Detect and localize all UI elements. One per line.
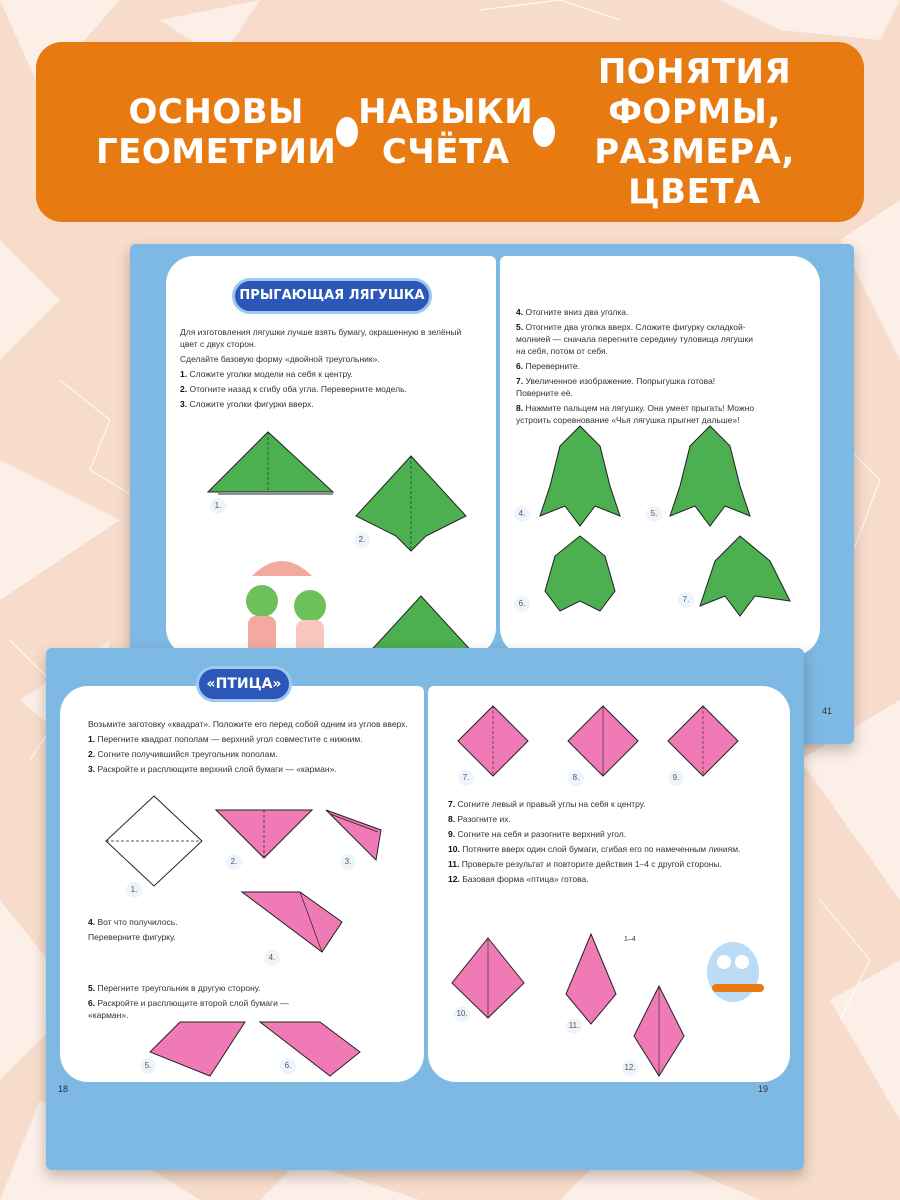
bird-figure-8 <box>568 706 638 776</box>
frog-fig-label-1: 1. <box>210 498 226 514</box>
bird-fig-label-4: 4. <box>264 950 280 966</box>
bird-figure-2 <box>216 810 312 860</box>
bird-fig-label-3: 3. <box>340 854 356 870</box>
bird-figure-5 <box>150 1022 245 1076</box>
frog-step-4: 4. Отогните вниз два уголка. <box>516 307 629 317</box>
bird-intro: Возьмите заготовку «квадрат». Положите его перед собой одним из углов вверх. <box>88 719 408 729</box>
banner-item-shape-size-color: ПОНЯТИЯ ФОРМЫ, РАЗМЕРА, ЦВЕТА <box>594 52 795 212</box>
bird-fig-note: 1–4 <box>624 936 636 943</box>
bird-fig-label-8: 8. <box>568 770 584 786</box>
bird-step-9: 9. Согните на себя и разогните верхний угол. <box>448 829 627 839</box>
frog-step-1: 1. Сложите уголки модели на себя к центру. <box>180 369 353 379</box>
frog-step-7: 7. Увеличенное изображение. Попрыгушка готова! Поверните её. <box>516 376 716 398</box>
banner-item-counting: НАВЫКИ СЧЁТА <box>358 92 534 172</box>
bird-figure-12 <box>634 986 684 1076</box>
bird-fig-label-12: 12. <box>622 1060 638 1076</box>
book-spread-bird <box>46 648 804 1170</box>
bird-left-page-number: 18 <box>58 1084 69 1094</box>
bird-fig-label-7: 7. <box>458 770 474 786</box>
frog-left-page <box>166 256 496 656</box>
bird-fig-label-10: 10. <box>454 1006 470 1022</box>
bird-figure-3 <box>326 810 386 860</box>
frog-figure-4 <box>540 426 620 526</box>
bird-fig-label-6: 6. <box>280 1058 296 1074</box>
frog-page-number: 41 <box>822 706 833 716</box>
frog-step-6: 6. Переверните. <box>516 361 580 371</box>
frog-intro: Для изготовления лягушки лучше взять бумагу, окрашенную в зелёный цвет с двух сторон. <box>180 327 462 349</box>
bird-left-page <box>60 676 424 1082</box>
frog-figure-6 <box>540 536 620 616</box>
frog-figure-3-partial <box>366 596 476 656</box>
bird-fig-label-9: 9. <box>668 770 684 786</box>
bird-step-7: 7. Согните левый и правый углы на себя к центру. <box>448 799 646 809</box>
frog-step-3: 3. Сложите уголки фигурки вверх. <box>180 399 314 409</box>
frog-figure-5 <box>670 426 750 526</box>
banner-item-geometry: ОСНОВЫ ГЕОМЕТРИИ <box>96 92 337 172</box>
frog-fig-label-6: 6. <box>514 596 530 612</box>
bird-figure-9 <box>668 706 738 776</box>
frog-step-2: 2. Отогните назад к сгибу оба угла. Переверните модель. <box>180 384 407 394</box>
frog-figure-7 <box>700 536 790 616</box>
frog-title: ПРЫГАЮЩАЯ ЛЯГУШКА <box>232 278 432 314</box>
bird-title: «ПТИЦА» <box>196 666 292 702</box>
bird-step-10: 10. Потяните вверх один слой бумаги, сгибая его по намеченным линиям. <box>448 844 741 854</box>
bird-step-8: 8. Разогните их. <box>448 814 511 824</box>
bird-step-3: 3. Раскройте и расплющите верхний слой бумаги — «карман». <box>88 764 337 774</box>
bird-fig-label-2: 2. <box>226 854 242 870</box>
bird-fig-label-5: 5. <box>140 1058 156 1074</box>
bird-step-6: 6. Раскройте и расплющите второй слой бумаги — «карман». <box>88 998 289 1020</box>
bird-step-2: 2. Согните получившийся треугольник пополам. <box>88 749 278 759</box>
banner-separator-dot <box>336 117 358 147</box>
bird-figure-7 <box>458 706 528 776</box>
frog-right-page <box>500 256 820 656</box>
bird-step-5: 5. Перегните треугольник в другую сторону. <box>88 983 261 993</box>
bird-fig-label-11: 11. <box>566 1018 582 1034</box>
frog-fig-label-5: 5. <box>646 506 662 522</box>
frog-figure-2 <box>356 456 466 556</box>
frog-fig-label-2: 2. <box>354 532 370 548</box>
frog-fig-label-4: 4. <box>514 506 530 522</box>
bird-right-page-number: 19 <box>758 1084 769 1094</box>
frog-intro2: Сделайте базовую форму «двойной треугольник». <box>180 354 380 364</box>
bird-step-4b: Переверните фигурку. <box>88 932 176 942</box>
bird-step-11: 11. Проверьте результат и повторите действия 1–4 с другой стороны. <box>448 859 722 869</box>
bird-figure-1 <box>106 796 202 886</box>
frog-step-8: 8. Нажмите пальцем на лягушку. Она умеет прыгать! Можно устроить соревнование «Чья лягушка прыгнет дальше»! <box>516 403 755 425</box>
frog-figure-1 <box>208 432 338 502</box>
feature-banner <box>36 42 864 222</box>
bird-figure-11 <box>566 934 616 1024</box>
frog-fig-label-7: 7. <box>678 592 694 608</box>
frog-characters-illustration <box>222 546 352 656</box>
frog-step-5: 5. Отогните два уголка вверх. Сложите фигурку складкой-молнией — сначала перегните середину туловища лягушки на себя, потом от себя. <box>516 322 754 356</box>
owl-guitar-illustration <box>688 922 778 1012</box>
bird-figure-4 <box>242 892 342 952</box>
bird-fig-label-1: 1. <box>126 882 142 898</box>
bird-step-1: 1. Перегните квадрат пополам — верхний угол совместите с нижним. <box>88 734 363 744</box>
bird-step-12: 12. Базовая форма «птица» готова. <box>448 874 589 884</box>
bird-figure-6 <box>260 1022 360 1076</box>
bird-right-page <box>428 686 790 1082</box>
bird-step-4: 4. Вот что получилось. <box>88 917 178 927</box>
banner-separator-dot <box>533 117 555 147</box>
